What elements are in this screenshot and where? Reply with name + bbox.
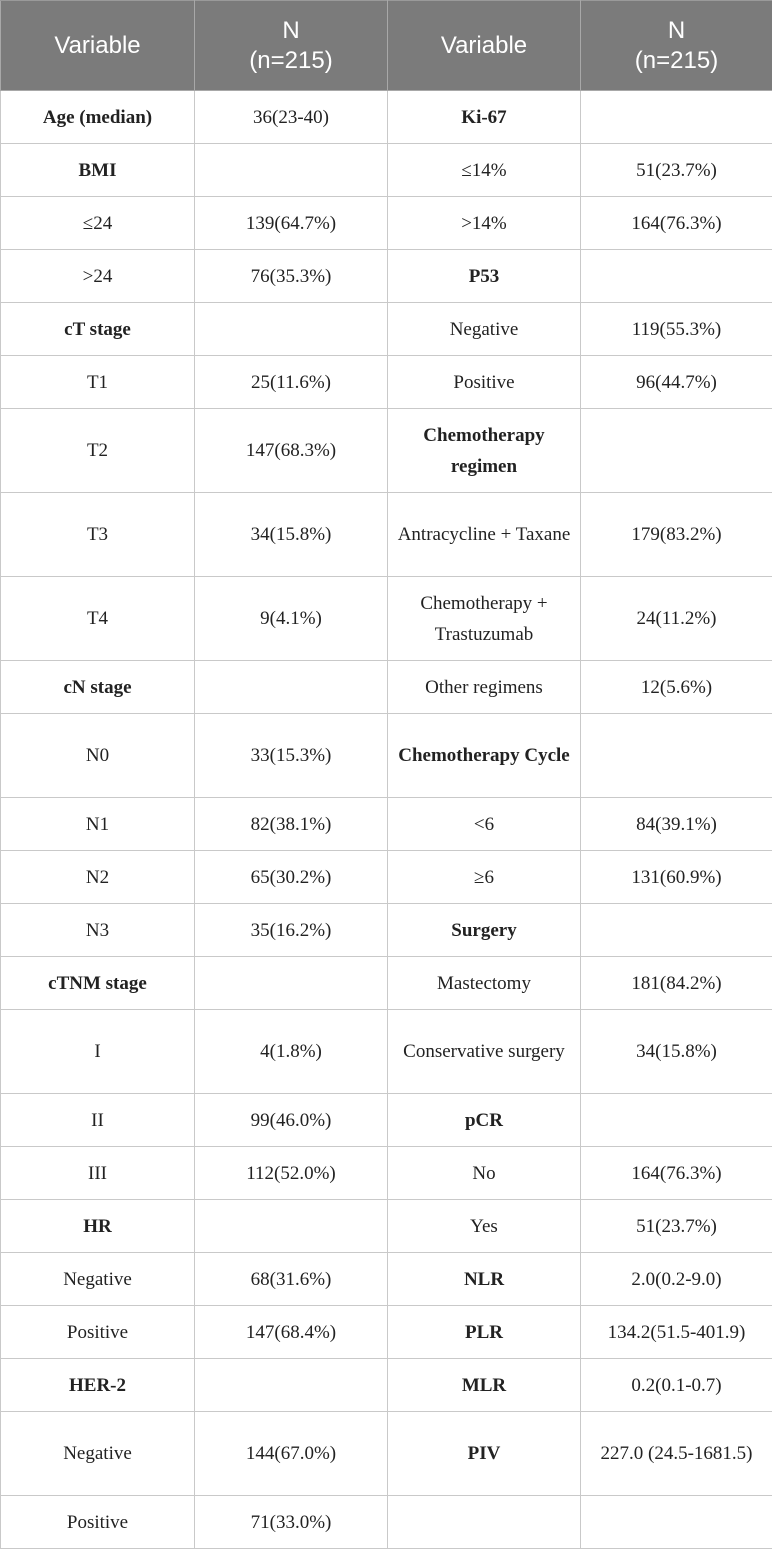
right-variable-cell: Antracycline + Taxane [388,493,581,577]
right-n-cell: 84(39.1%) [581,798,772,851]
right-n-cell: 134.2(51.5-401.9) [581,1306,772,1359]
right-n-cell [581,714,772,798]
table-row [1,661,772,714]
left-variable-cell: Positive [1,1306,195,1359]
left-n-cell [195,303,388,356]
left-n-cell: 147(68.4%) [195,1306,388,1359]
left-variable-cell: T1 [1,356,195,409]
left-variable-cell: HER-2 [1,1359,195,1412]
right-n-cell: 2.0(0.2-9.0) [581,1253,772,1306]
table-row [1,1359,772,1412]
right-variable-cell: MLR [388,1359,581,1412]
header-row [1,1,772,91]
right-n-cell [581,409,772,493]
right-n-cell: 24(11.2%) [581,577,772,661]
header-n-right [581,1,772,91]
table-row [1,798,772,851]
left-n-cell: 144(67.0%) [195,1412,388,1496]
right-variable-cell: Chemotherapy + Trastuzumab [388,577,581,661]
table-row [1,1306,772,1359]
right-n-cell: 227.0 (24.5-1681.5) [581,1412,772,1496]
left-n-cell: 139(64.7%) [195,197,388,250]
left-n-cell: 112(52.0%) [195,1147,388,1200]
right-n-cell [581,250,772,303]
right-n-cell [581,91,772,144]
right-n-cell: 51(23.7%) [581,144,772,197]
left-variable-cell: N2 [1,851,195,904]
left-variable-cell: II [1,1094,195,1147]
left-n-cell: 147(68.3%) [195,409,388,493]
left-variable-cell: III [1,1147,195,1200]
left-n-cell: 9(4.1%) [195,577,388,661]
table-row [1,1094,772,1147]
table-row [1,714,772,798]
right-variable-cell: Negative [388,303,581,356]
table-row [1,577,772,661]
right-n-cell: 34(15.8%) [581,1010,772,1094]
left-n-cell: 25(11.6%) [195,356,388,409]
right-n-cell: 131(60.9%) [581,851,772,904]
right-n-cell [581,904,772,957]
left-n-cell [195,957,388,1010]
left-variable-cell: I [1,1010,195,1094]
table-row [1,493,772,577]
right-n-cell: 51(23.7%) [581,1200,772,1253]
right-n-cell: 181(84.2%) [581,957,772,1010]
table-row [1,1496,772,1549]
left-variable-cell: Negative [1,1412,195,1496]
right-variable-cell [388,1496,581,1549]
table-row [1,409,772,493]
right-variable-cell: Positive [388,356,581,409]
left-n-cell: 33(15.3%) [195,714,388,798]
left-variable-cell: N0 [1,714,195,798]
left-n-cell: 68(31.6%) [195,1253,388,1306]
right-variable-cell: >14% [388,197,581,250]
right-n-cell: 96(44.7%) [581,356,772,409]
table-header [1,1,772,91]
left-n-cell: 36(23-40) [195,91,388,144]
left-variable-cell: N3 [1,904,195,957]
left-n-cell: 71(33.0%) [195,1496,388,1549]
left-variable-cell: N1 [1,798,195,851]
left-variable-cell: cN stage [1,661,195,714]
left-n-cell: 65(30.2%) [195,851,388,904]
right-variable-cell: Chemotherapy regimen [388,409,581,493]
right-variable-cell: Other regimens [388,661,581,714]
table-row [1,851,772,904]
left-n-cell: 35(16.2%) [195,904,388,957]
table-row [1,144,772,197]
right-n-cell: 179(83.2%) [581,493,772,577]
left-variable-cell: cT stage [1,303,195,356]
right-variable-cell: Mastectomy [388,957,581,1010]
left-variable-cell: BMI [1,144,195,197]
left-variable-cell: Negative [1,1253,195,1306]
left-n-cell: 82(38.1%) [195,798,388,851]
table-row [1,303,772,356]
table-row [1,1147,772,1200]
header-variable-right: Variable [388,1,581,91]
right-variable-cell: ≥6 [388,851,581,904]
header-n-label-right: N [585,16,768,46]
right-n-cell [581,1094,772,1147]
right-variable-cell: ≤14% [388,144,581,197]
right-n-cell: 164(76.3%) [581,197,772,250]
header-n-label-left: N [199,16,383,46]
right-variable-cell: <6 [388,798,581,851]
left-variable-cell: cTNM stage [1,957,195,1010]
table-row [1,1412,772,1496]
left-variable-cell: Age (median) [1,91,195,144]
left-n-cell [195,144,388,197]
right-variable-cell: P53 [388,250,581,303]
table-row [1,1200,772,1253]
right-variable-cell: pCR [388,1094,581,1147]
right-variable-cell: Conservative surgery [388,1010,581,1094]
right-n-cell [581,1496,772,1549]
left-n-cell [195,1200,388,1253]
right-n-cell: 0.2(0.1-0.7) [581,1359,772,1412]
left-n-cell: 99(46.0%) [195,1094,388,1147]
left-n-cell: 34(15.8%) [195,493,388,577]
left-variable-cell: HR [1,1200,195,1253]
left-variable-cell: Positive [1,1496,195,1549]
header-n-count-left: (n=215) [199,46,383,76]
right-n-cell: 119(55.3%) [581,303,772,356]
table-row [1,957,772,1010]
table-body [1,91,772,1549]
right-n-cell: 164(76.3%) [581,1147,772,1200]
table-row [1,904,772,957]
left-variable-cell: ≤24 [1,197,195,250]
right-n-cell: 12(5.6%) [581,661,772,714]
table-row [1,1010,772,1094]
table-row [1,250,772,303]
left-variable-cell: T3 [1,493,195,577]
right-variable-cell: PIV [388,1412,581,1496]
right-variable-cell: Yes [388,1200,581,1253]
right-variable-cell: PLR [388,1306,581,1359]
left-variable-cell: T4 [1,577,195,661]
table-row [1,197,772,250]
left-n-cell [195,661,388,714]
left-n-cell: 4(1.8%) [195,1010,388,1094]
right-variable-cell: No [388,1147,581,1200]
header-n-count-right: (n=215) [585,46,768,76]
table-row [1,1253,772,1306]
table-row [1,356,772,409]
right-variable-cell: NLR [388,1253,581,1306]
header-n-left [195,1,388,91]
right-variable-cell: Ki-67 [388,91,581,144]
left-variable-cell: >24 [1,250,195,303]
header-variable-left: Variable [1,1,195,91]
left-n-cell [195,1359,388,1412]
table-row [1,91,772,144]
left-variable-cell: T2 [1,409,195,493]
left-n-cell: 76(35.3%) [195,250,388,303]
right-variable-cell: Surgery [388,904,581,957]
right-variable-cell: Chemotherapy Cycle [388,714,581,798]
